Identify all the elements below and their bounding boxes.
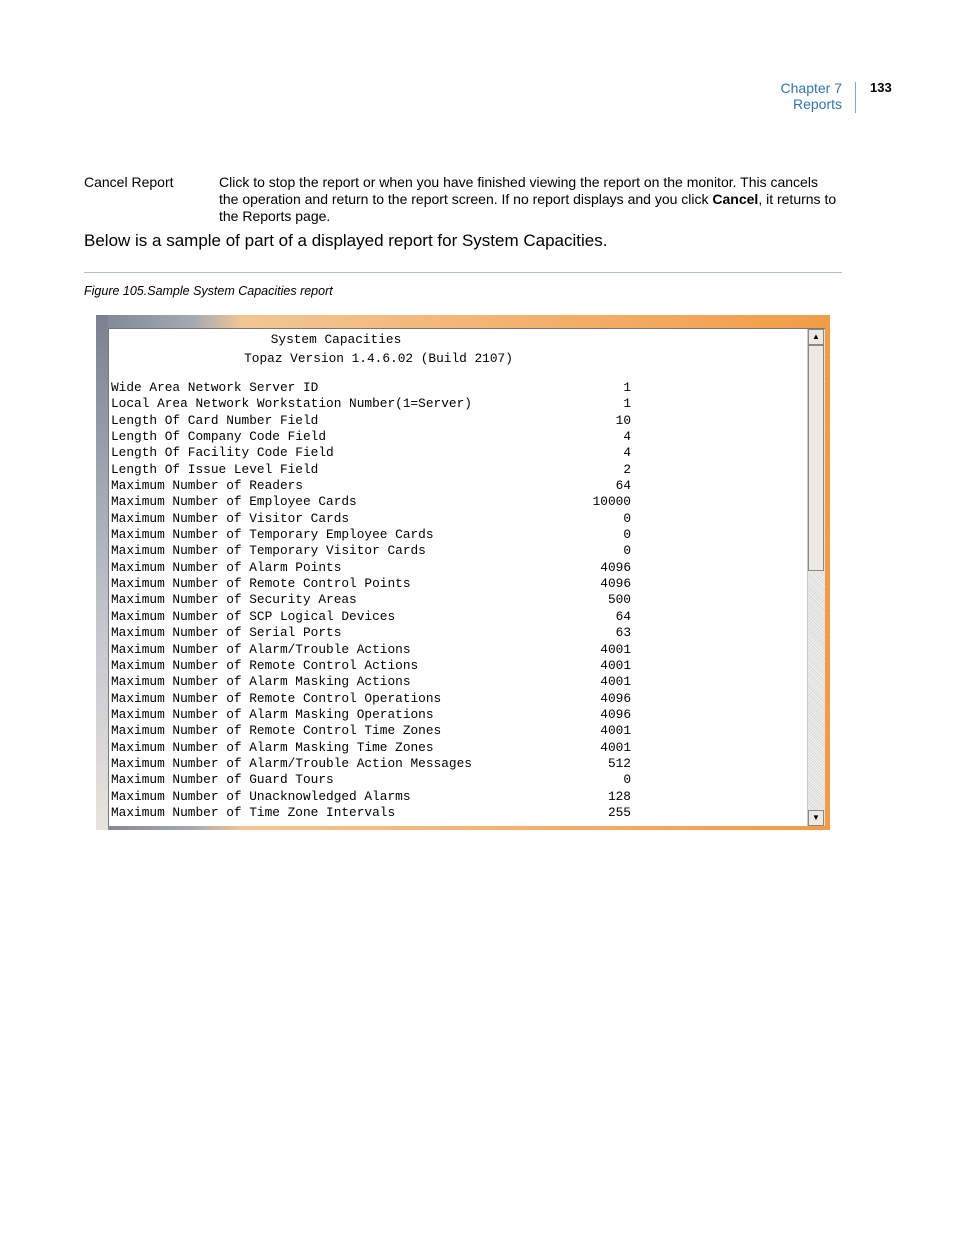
scroll-up-icon[interactable]: ▲ <box>808 329 824 345</box>
report-title: System Capacities <box>270 332 402 347</box>
row-label: Maximum Number of Serial Ports <box>111 625 342 641</box>
row-value: 2 <box>623 461 631 477</box>
row-label: Maximum Number of Alarm/Trouble Action Messages <box>111 755 472 771</box>
report-row <box>111 707 631 723</box>
row-label: Maximum Number of Guard Tours <box>111 772 334 788</box>
row-value: 4096 <box>600 706 631 722</box>
section-label: Reports <box>792 96 842 112</box>
report-row <box>111 625 631 641</box>
row-value: 4001 <box>600 657 631 673</box>
report-subtitle: Topaz Version 1.4.6.02 (Build 2107) <box>244 351 513 366</box>
row-label: Maximum Number of Employee Cards <box>111 494 357 510</box>
row-value: 4 <box>623 429 631 445</box>
row-value: 1 <box>623 380 631 395</box>
row-value: 0 <box>623 510 631 526</box>
definition-term: Cancel Report <box>84 174 174 190</box>
row-value: 4001 <box>600 641 631 657</box>
row-label: Length Of Issue Level Field <box>111 461 319 477</box>
row-label: Maximum Number of Temporary Visitor Cards <box>111 543 426 559</box>
header-divider <box>855 82 856 113</box>
row-label: Maximum Number of SCP Logical Devices <box>111 608 396 624</box>
row-value: 4096 <box>600 690 631 706</box>
row-value: 4001 <box>600 674 631 690</box>
row-value: 63 <box>615 625 631 641</box>
intro-paragraph: Below is a sample of part of a displayed report for System Capacities. <box>84 231 608 250</box>
report-screenshot <box>96 315 830 830</box>
row-value: 10 <box>615 412 631 428</box>
chapter-label: Chapter 7 <box>780 80 842 96</box>
row-value: 0 <box>623 543 631 559</box>
report-row <box>111 723 631 739</box>
row-value: 64 <box>615 478 631 494</box>
report-row <box>111 642 631 658</box>
report-row <box>111 805 631 821</box>
report-row <box>111 560 631 576</box>
row-value: 4 <box>623 445 631 461</box>
row-value: 4001 <box>600 723 631 739</box>
row-label: Maximum Number of Remote Control Actions <box>111 657 419 673</box>
report-pane <box>108 328 825 826</box>
report-row <box>111 494 631 510</box>
row-label: Length Of Facility Code Field <box>111 445 334 461</box>
report-row <box>111 527 631 543</box>
report-rows <box>111 380 631 821</box>
report-row <box>111 478 631 494</box>
desc-bold-cancel: Cancel <box>712 191 759 207</box>
row-value: 255 <box>607 804 631 820</box>
report-row <box>111 445 631 461</box>
report-row <box>111 462 631 478</box>
row-label: Maximum Number of Readers <box>111 478 303 494</box>
row-label: Maximum Number of Security Areas <box>111 592 357 608</box>
row-label: Maximum Number of Alarm Masking Operations <box>111 706 434 722</box>
report-row <box>111 511 631 527</box>
row-value: 128 <box>607 788 631 804</box>
row-value: 500 <box>607 592 631 608</box>
scroll-down-icon[interactable]: ▼ <box>808 810 824 826</box>
row-label: Maximum Number of Unacknowledged Alarms <box>111 788 411 804</box>
desc-text-2: , it returns to the Reports page. <box>219 191 837 224</box>
row-value: 1 <box>623 396 631 412</box>
report-row <box>111 609 631 625</box>
report-row <box>111 543 631 559</box>
figure-caption: Figure 105.Sample System Capacities report <box>84 284 333 298</box>
report-row <box>111 429 631 445</box>
vertical-scrollbar[interactable] <box>807 329 825 826</box>
row-label: Wide Area Network Server ID <box>111 380 319 395</box>
row-label: Local Area Network Workstation Number(1=Server) <box>111 396 472 412</box>
row-label: Maximum Number of Alarm/Trouble Actions <box>111 641 411 657</box>
row-value: 0 <box>623 527 631 543</box>
report-row <box>111 576 631 592</box>
row-label: Maximum Number of Remote Control Time Zones <box>111 723 442 739</box>
report-row <box>111 756 631 772</box>
report-row <box>111 740 631 756</box>
report-row <box>111 396 631 412</box>
report-row <box>111 592 631 608</box>
report-row <box>111 772 631 788</box>
row-label: Maximum Number of Visitor Cards <box>111 510 350 526</box>
row-label: Length Of Company Code Field <box>111 429 327 445</box>
report-row <box>111 691 631 707</box>
report-row <box>111 789 631 805</box>
scroll-thumb[interactable] <box>808 345 824 571</box>
row-label: Maximum Number of Remote Control Points <box>111 576 411 592</box>
running-header <box>781 80 842 112</box>
page-number: 133 <box>870 80 892 95</box>
row-label: Maximum Number of Alarm Points <box>111 559 342 575</box>
row-value: 0 <box>623 772 631 788</box>
report-row <box>111 674 631 690</box>
row-value: 4096 <box>600 559 631 575</box>
row-label: Maximum Number of Time Zone Intervals <box>111 804 396 820</box>
figure-divider <box>84 272 842 273</box>
row-value: 64 <box>615 608 631 624</box>
row-value: 10000 <box>592 494 631 510</box>
row-value: 4096 <box>600 576 631 592</box>
report-row <box>111 380 631 396</box>
row-value: 4001 <box>600 739 631 755</box>
window-edge <box>96 315 108 830</box>
row-label: Length Of Card Number Field <box>111 412 319 428</box>
row-label: Maximum Number of Remote Control Operations <box>111 690 442 706</box>
row-label: Maximum Number of Temporary Employee Cards <box>111 527 434 543</box>
row-label: Maximum Number of Alarm Masking Time Zones <box>111 739 434 755</box>
report-row <box>111 413 631 429</box>
desc-text-1: Click to stop the report or when you have finished viewing the report on the monitor. This cancels the operation and return to the report screen. If no report displays and you click <box>219 174 818 207</box>
report-row <box>111 658 631 674</box>
row-value: 512 <box>607 755 631 771</box>
definition-description <box>219 174 841 225</box>
row-label: Maximum Number of Alarm Masking Actions <box>111 674 411 690</box>
